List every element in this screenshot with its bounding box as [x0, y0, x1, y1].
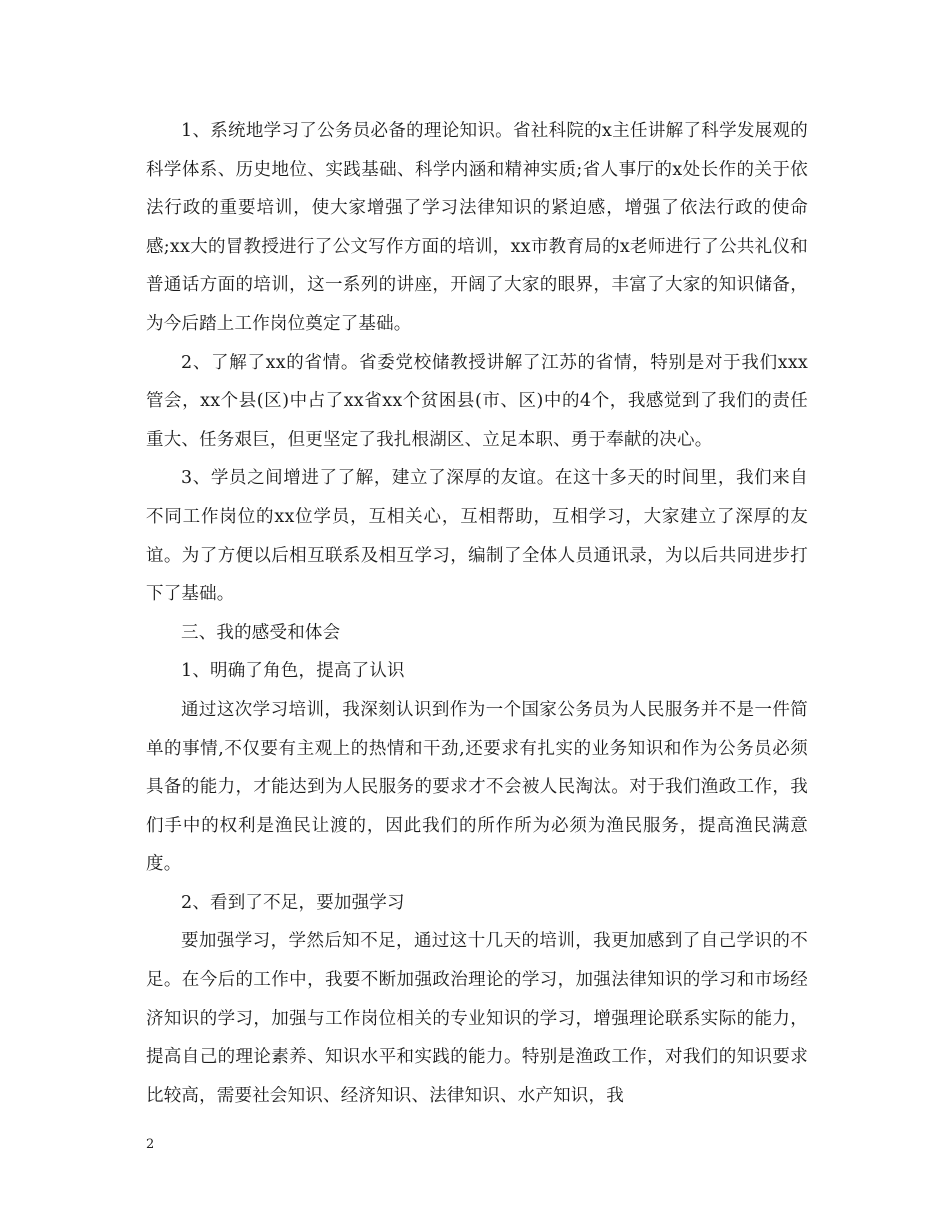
- paragraph-role-awareness: 通过这次学习培训，我深刻认识到作为一个国家公务员为人民服务并不是一件简单的事情,不仅要有主观上的热情和干劲,还要求有扎实的业务知识和作为公务员必须具备的能力，才能达到为人民服务的要求才不会被人民淘汰。对于我们渔政工作，我们手中的权利是渔民让渡的，因此我们的所作所为必须为渔民服务，提高渔民满意度。: [146, 699, 808, 875]
- paragraph-province-situation: 2、了解了xx的省情。省委党校储教授讲解了江苏的省情，特别是对于我们xxx管会，xx个县(区)中占了xx省xx个贫困县(市、区)中的4个，我感觉到了我们的责任重大、任务艰巨，但更坚定了我扎根湖区、立足本职、勇于奉献的决心。: [146, 352, 808, 450]
- paragraph-study-theory: 1、系统地学习了公务员必备的理论知识。省社科院的x主任讲解了科学发展观的科学体系、历史地位、实践基础、科学内涵和精神实质;省人事厅的x处长作的关于依法行政的重要培训，使大家增强了学习法律知识的紧迫感，增强了依法行政的使命感;xx大的冒教授进行了公文写作方面的培训，xx市教育局的x老师进行了公共礼仪和普通话方面的培训，这一系列的讲座，开阔了大家的眼界，丰富了大家的知识储备，为今后踏上工作岗位奠定了基础。: [146, 121, 808, 334]
- document-body: [146, 112, 808, 1115]
- page-number: 2: [146, 1137, 155, 1152]
- paragraph-strengthen-learning: 要加强学习，学然后知不足，通过这十几天的培训，我更加感到了自己学识的不足。在今后的工作中，我要不断加强政治理论的学习，加强法律知识的学习和市场经济知识的学习，加强与工作岗位相关的专业知识的学习，增强理论联系实际的能力，提高自己的理论素养、知识水平和实践的能力。特别是渔政工作，对我们的知识要求比较高，需要社会知识、经济知识、法律知识、水产知识，我: [146, 931, 808, 1106]
- section-heading-feelings: 三、我的感受和体会: [181, 622, 341, 643]
- subheading-role-awareness: 1、明确了角色，提高了认识: [181, 661, 405, 682]
- subheading-strengthen-learning: 2、看到了不足，要加强学习: [181, 892, 405, 913]
- paragraph-friendship: 3、学员之间增进了了解，建立了深厚的友谊。在这十多天的时间里，我们来自不同工作岗位的xx位学员，互相关心，互相帮助，互相学习，大家建立了深厚的友谊。为了方便以后相互联系及相互学习，编制了全体人员通讯录，为以后共同进步打下了基础。: [146, 468, 808, 605]
